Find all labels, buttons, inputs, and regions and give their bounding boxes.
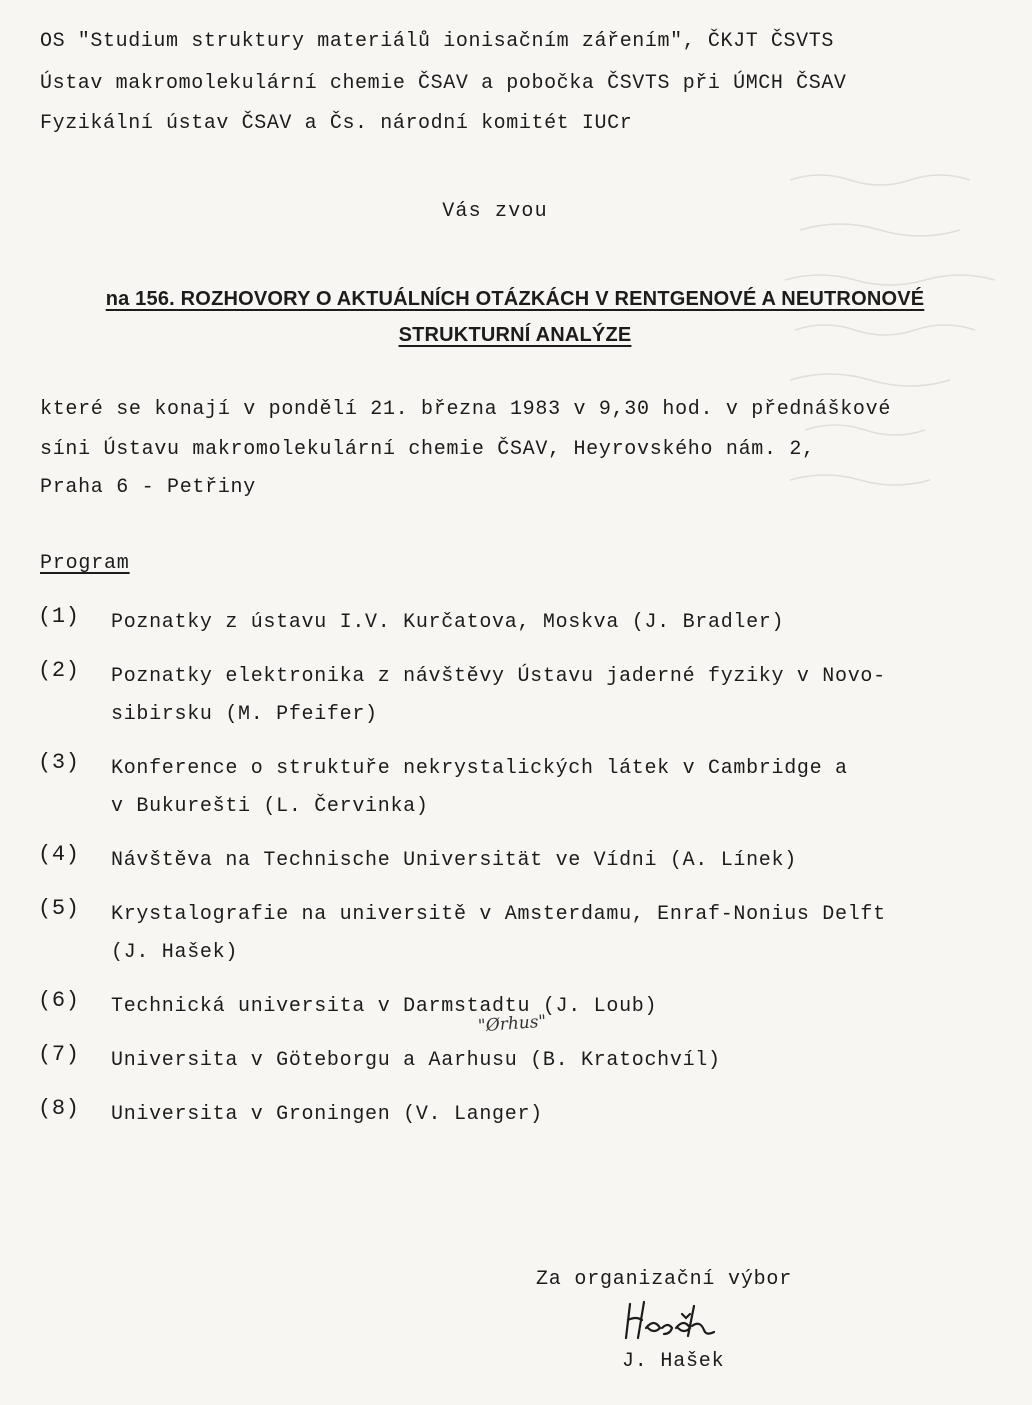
program-item-number: (1) [38, 604, 80, 629]
program-item-number: (6) [38, 988, 80, 1013]
program-item-text [111, 988, 657, 1026]
program-item-line: sibirsku (M. Pfeifer) [111, 703, 378, 726]
program-item-text [111, 604, 784, 642]
program-item-number: (3) [38, 750, 80, 775]
program-item-line: Universita v Göteborgu a Aarhusu (B. Kratochvíl) [111, 1049, 721, 1072]
venue-line-2: síni Ústavu makromolekulární chemie ČSAV, Heyrovského nám. 2, [40, 438, 815, 461]
header-line-2: Ústav makromolekulární chemie ČSAV a pobočka ČSVTS při ÚMCH ČSAV [40, 72, 847, 95]
program-item-number: (4) [38, 842, 80, 867]
program-item-text [111, 1096, 543, 1134]
signer-name: J. Hašek [622, 1350, 725, 1373]
program-item-line: Konference o struktuře nekrystalických látek v Cambridge a [111, 757, 848, 780]
program-item-text [111, 1042, 721, 1080]
program-heading: Program [40, 552, 130, 575]
closing-text: Za organizační výbor [536, 1268, 793, 1291]
program-item-number: (7) [38, 1042, 80, 1067]
venue-line-3: Praha 6 - Petřiny [40, 476, 256, 499]
program-item-text [111, 842, 797, 880]
invite-text: Vás zvou [442, 200, 548, 223]
title-line-2: STRUKTURNÍ ANALÝZE [398, 324, 632, 346]
program-item-line: Universita v Groningen (V. Langer) [111, 1103, 543, 1126]
program-item-line: v Bukurešti (L. Červinka) [111, 795, 429, 818]
program-item-number: (5) [38, 896, 80, 921]
program-item-number: (2) [38, 658, 80, 683]
program-item-number: (8) [38, 1096, 80, 1121]
program-item-text [111, 750, 848, 826]
venue-line-1: které se konají v pondělí 21. března 1983 v 9,30 hod. v přednáškové [40, 398, 892, 421]
program-item-text [111, 896, 886, 972]
handwritten-annotation: "Ørhus" [477, 1011, 547, 1037]
program-item-line: Poznatky elektronika z návštěvy Ústavu jaderné fyziky v Novo- [111, 665, 886, 688]
title-line-1: na 156. ROZHOVORY O AKTUÁLNÍCH OTÁZKÁCH V RENTGENOVÉ A NEUTRONOVÉ [105, 288, 925, 310]
handwritten-signature [622, 1298, 732, 1346]
program-item-line: (J. Hašek) [111, 941, 239, 964]
program-item-line: Technická universita v Darmstadtu (J. Loub) [111, 995, 658, 1018]
program-item-text [111, 658, 886, 734]
header-line-3: Fyzikální ústav ČSAV a Čs. národní komitét IUCr [40, 112, 633, 135]
program-item-line: Krystalografie na universitě v Amsterdamu, Enraf-Nonius Delft [111, 903, 886, 926]
program-item-line: Návštěva na Technische Universität ve Vídni (A. Línek) [111, 849, 797, 872]
header-line-1: OS "Studium struktury materiálů ionisačním zářením", ČKJT ČSVTS [40, 30, 834, 53]
program-item-line: Poznatky z ústavu I.V. Kurčatova, Moskva (J. Bradler) [111, 611, 785, 634]
